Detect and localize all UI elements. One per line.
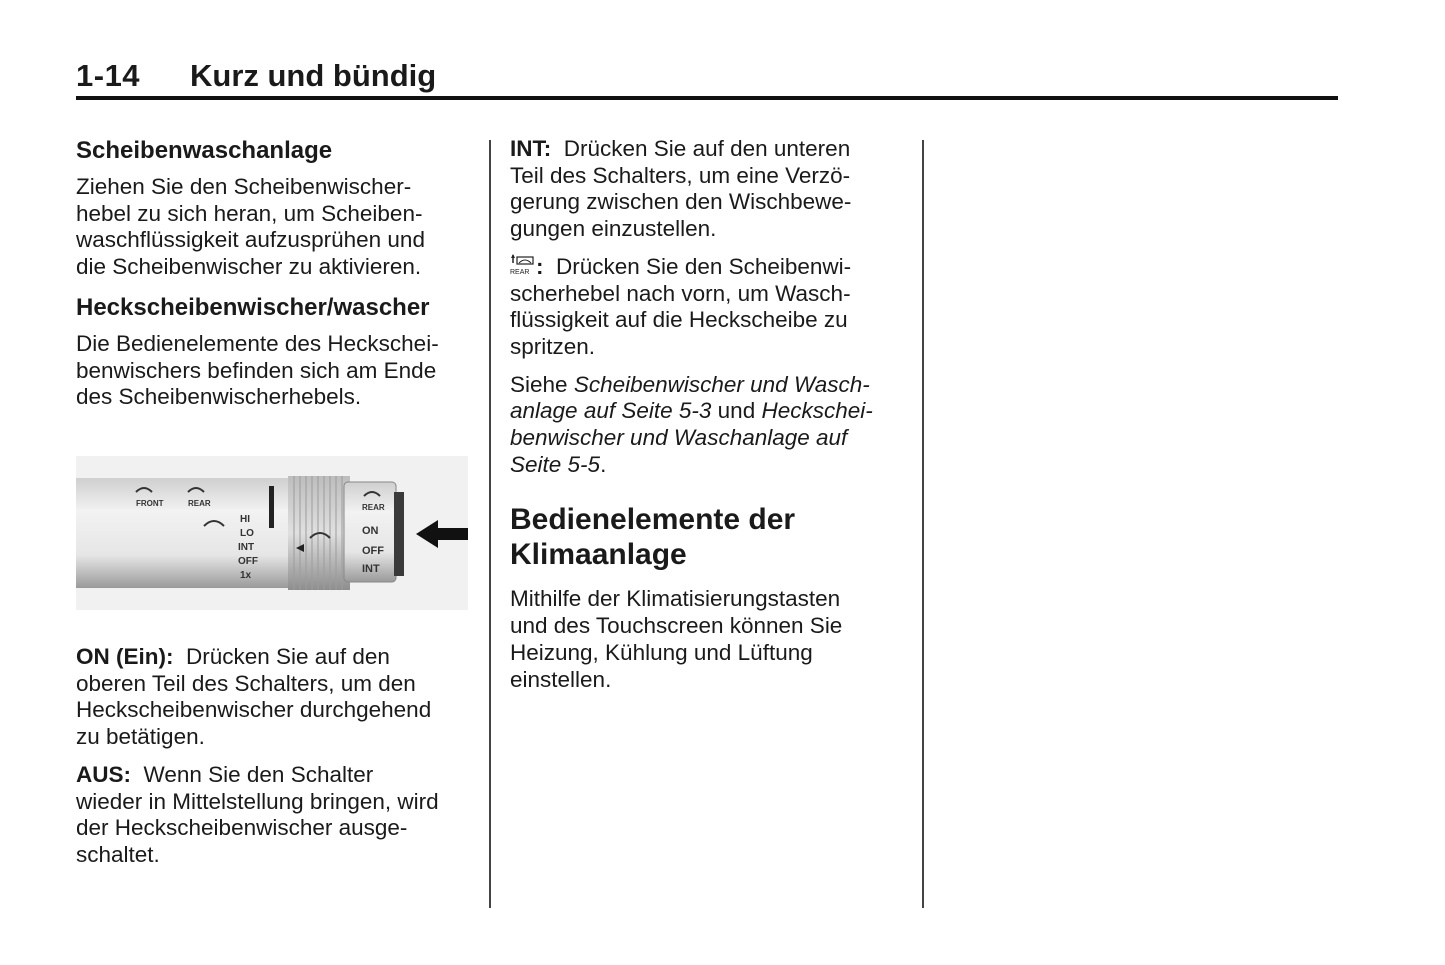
lever-label-on: ON [362,525,379,537]
reference-link-wiper-page[interactable]: anlage auf Seite 5-3 [510,398,712,424]
lever-label-rear: REAR [188,499,211,508]
see-prefix: Siehe [510,371,568,397]
wash-colon: : [536,253,544,279]
rear-line: des Scheibenwischerhebels. [76,384,362,410]
left-column [76,136,476,411]
rear-line: benwischers befinden sich am Ende [76,357,437,383]
lever-label-int: INT [238,542,255,553]
reference-link-rear-cont[interactable]: benwischer und Waschanlage auf [510,425,848,451]
on-line: Drücken Sie auf den [186,644,390,669]
see-end: . [600,451,607,477]
rear-icon-label: REAR [510,268,530,276]
on-label: ON (Ein): [76,644,174,669]
washer-line: die Scheibenwischer zu aktivieren. [76,254,422,280]
washer-line: Ziehen Sie den Scheibenwischer- [76,174,412,199]
on-line: zu betätigen. [76,724,205,750]
int-line: Drücken Sie auf den unteren [563,136,851,161]
washer-line: hebel zu sich heran, um Scheiben- [76,200,423,226]
page-number: 1-14 [76,58,141,93]
reference-link-rear[interactable]: Heckschei- [761,398,873,424]
lever-label-hi: HI [240,514,250,525]
lever-label-off: OFF [238,556,258,567]
aus-line: der Heckscheibenwischer ausge- [76,815,408,841]
int-label: INT: [510,136,552,161]
lever-label-lo: LO [240,528,254,539]
int-line: Teil des Schalters, um eine Verzö- [510,162,851,188]
wash-line: spritzen. [510,333,596,359]
reference-link-rear-page[interactable]: Seite 5-5 [510,451,601,477]
wiper-lever-illustration [76,456,468,610]
climate-line: Mithilfe der Klimatisierungstasten [510,586,841,612]
page-header [76,58,1338,98]
rear-line: Die Bedienelemente des Heckschei- [76,330,439,356]
wash-line: scherhebel nach vorn, um Wasch- [510,280,851,306]
heading-rear-wiper: Heckscheibenwischer/wascher [76,293,430,321]
heading-climate: Bedienelemente der [510,503,796,537]
int-line: gerung zwischen den Wischbewe- [510,189,852,215]
lever-label-off2: OFF [362,545,384,557]
lever-label-front: FRONT [136,499,164,508]
heading-washer: Scheibenwaschanlage [76,137,333,164]
reference-link-wiper[interactable]: Scheibenwischer und Wasch- [573,371,870,397]
section-title: Kurz und bündig [190,58,437,93]
middle-column [510,136,910,693]
lever-label-int2: INT [362,563,380,575]
aus-line: schaltet. [76,841,160,867]
wash-line: Drücken Sie den Scheibenwi- [556,253,852,279]
column-divider-1 [489,140,491,908]
on-line: oberen Teil des Schalters, um den [76,670,416,696]
left-column-lower [76,644,476,869]
see-and: und [717,398,756,424]
climate-line: und des Touchscreen können Sie [510,613,843,639]
header-rule [76,96,1338,100]
aus-label: AUS: [76,761,131,787]
lever-label-1x: 1x [240,570,252,581]
heading-climate-cont: Klimaanlage [510,538,687,572]
climate-line: einstellen. [510,666,612,692]
aus-line: Wenn Sie den Schalter [143,761,374,787]
wash-line: flüssigkeit auf die Heckscheibe zu [510,307,848,333]
int-line: gungen einzustellen. [510,216,717,242]
lever-label-rear-end: REAR [362,503,385,512]
column-divider-2 [922,140,924,908]
rear-washer-icon [510,254,536,276]
washer-line: waschflüssigkeit aufzusprühen und [76,227,425,253]
climate-line: Heizung, Kühlung und Lüftung [510,639,813,665]
aus-line: wieder in Mittelstellung bringen, wird [76,788,439,814]
on-line: Heckscheibenwischer durchgehend [76,697,432,723]
